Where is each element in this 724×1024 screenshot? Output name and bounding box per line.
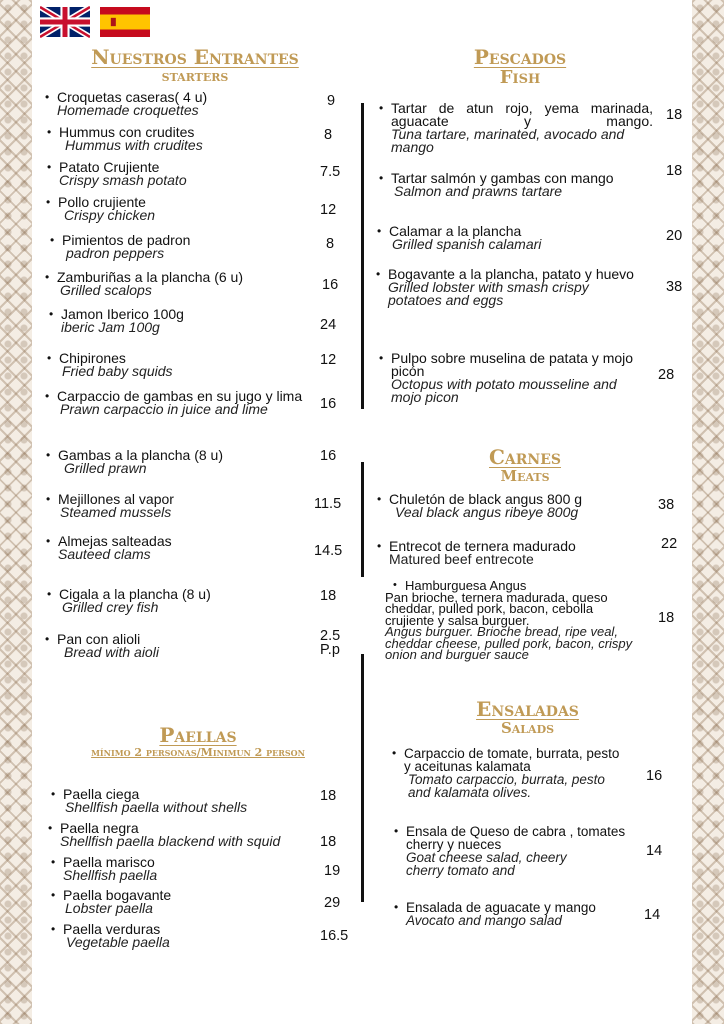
bullet-icon: • [48, 821, 53, 835]
starter-price: 8 [326, 236, 335, 252]
bullet-icon: • [47, 125, 52, 139]
bullet-icon: • [377, 224, 382, 238]
starter-price: 11.5 [314, 496, 342, 512]
salads-subtitle: Salads [500, 719, 555, 737]
starter-item: • Zamburiñas a la plancha (6 u) Grilled scalops [45, 269, 243, 298]
fish-price: 18 [666, 163, 683, 179]
salad-price: 14 [646, 843, 663, 859]
bullet-icon: • [47, 587, 52, 601]
salad-item: • Ensala de Queso de cabra , tomates cherry y nueces Goat cheese salad, cheery cherry tomato and [394, 824, 626, 878]
bullet-icon: • [51, 922, 56, 936]
starter-item: • Mejillones al vapor Steamed mussels [46, 491, 174, 520]
starter-item: • Hummus con crudites Hummus with crudites [47, 124, 203, 153]
divider-line-fish [361, 103, 364, 409]
bullet-icon: • [51, 787, 56, 801]
salad-item: • Carpaccio de tomate, burrata, pesto y aceitunas kalamata Tomato carpaccio, burrata, pesto and kalamata olives. [392, 746, 620, 800]
fish-price: 18 [666, 107, 683, 123]
bullet-icon: • [379, 101, 384, 115]
meat-item: • Hamburguesa Angus Pan brioche, ternera madurada, queso cheddar, pulled pork, bacon, cebolla crujiente y salsa burguer. Angus burguer. Brioche bread, ripe veal, cheddar cheese, pulled pork, bacon, crispy onion and burguer sauce [385, 578, 633, 662]
bullet-icon: • [46, 534, 51, 548]
starter-item: • Pimientos de padron padron peppers [50, 232, 191, 261]
bullet-icon: • [50, 233, 55, 247]
salad-price: 14 [644, 907, 661, 923]
starter-item: • Gambas a la plancha (8 u) Grilled prawn [46, 447, 223, 476]
bullet-icon: • [393, 579, 397, 591]
starters-heading [80, 46, 310, 85]
fish-price: 38 [666, 279, 683, 295]
bullet-icon: • [45, 90, 50, 104]
bullet-icon: • [46, 492, 51, 506]
paellas-title: Paellas [159, 723, 237, 747]
spain-flag-icon[interactable] [100, 6, 150, 38]
paella-item: • Paella bogavante Lobster paella [51, 887, 172, 916]
starter-price: 9 [327, 93, 336, 109]
starter-price: 24 [320, 317, 337, 333]
paellas-subtitle: mínimo 2 personas/Minimun 2 person [91, 746, 305, 759]
decorative-border-right [692, 0, 724, 1024]
uk-flag-icon[interactable] [40, 6, 90, 38]
starter-item: • Cigala a la plancha (8 u) Grilled crey fish [47, 586, 211, 615]
salads-heading [455, 698, 600, 737]
starter-item: • Pollo crujiente Crispy chicken [46, 194, 156, 223]
fish-price: 28 [658, 367, 675, 383]
divider-line-meats [361, 462, 364, 577]
meat-price: 22 [661, 536, 678, 552]
bullet-icon: • [377, 539, 382, 553]
meat-item: • Chuletón de black angus 800 g Veal black angus ribeye 800g [377, 491, 583, 520]
paella-item: • Paella verduras Vegetable paella [51, 921, 170, 950]
starter-price: 14.5 [314, 543, 343, 559]
starters-title: Nuestros Entrantes [91, 45, 299, 69]
starter-item: • Patato Crujiente Crispy smash potato [47, 159, 187, 188]
decorative-border-left [0, 0, 32, 1024]
paella-item: • Paella ciega Shellfish paella without shells [51, 786, 248, 815]
starter-item: • Carpaccio de gambas en su jugo y lima Prawn carpaccio in juice and lime [45, 388, 303, 417]
starter-price: 2.5 P.p [320, 628, 341, 658]
paella-price: 16.5 [320, 928, 349, 944]
bullet-icon: • [45, 270, 50, 284]
starter-item: • Croquetas caseras( 4 u) Homemade croquettes [45, 89, 208, 118]
bullet-icon: • [45, 632, 50, 646]
bullet-icon: • [51, 888, 56, 902]
fish-heading [440, 46, 600, 88]
bullet-icon: • [46, 448, 51, 462]
fish-item: • Tartar salmón y gambas con mango Salmon and prawns tartare [379, 170, 614, 199]
starter-item: • Pan con alioli Bread with aioli [45, 631, 159, 660]
salads-title: Ensaladas [476, 697, 579, 721]
bullet-icon: • [49, 307, 54, 321]
fish-item: • Pulpo sobre muselina de patata y mojo picón Octopus with potato mousseline and mojo picon [379, 350, 634, 405]
fish-item: • Bogavante a la plancha, patato y huevo Grilled lobster with smash crispy potatoes and eggs [376, 266, 634, 308]
starter-price: 8 [324, 127, 333, 143]
paella-item: • Paella negra Shellfish paella blackend with squid [48, 820, 281, 849]
paella-item: • Paella marisco Shellfish paella [51, 854, 158, 883]
starter-price: 12 [320, 352, 337, 368]
meats-title: Carnes [489, 445, 561, 469]
bullet-icon: • [392, 746, 397, 760]
starter-item: • Jamon Iberico 100g iberic Jam 100g [49, 306, 184, 335]
bullet-icon: • [394, 900, 399, 914]
starters-subtitle: starters [161, 67, 229, 85]
fish-price: 20 [666, 228, 683, 244]
starter-price: 16 [320, 448, 337, 464]
bullet-icon: • [377, 492, 382, 506]
divider-line-salads [361, 654, 364, 902]
fish-item: • Calamar a la plancha Grilled spanish calamari [377, 223, 542, 252]
paella-price: 18 [320, 788, 337, 804]
fish-title: Pescados [473, 45, 567, 69]
bullet-icon: • [379, 171, 384, 185]
fish-item: • Tartar de atun rojo, yema marinada, aguacate y mango. Tuna tartare, marinated, avocado and mango [379, 100, 653, 155]
paella-price: 29 [324, 895, 341, 911]
paellas-heading [58, 724, 338, 759]
starter-price: 16 [322, 277, 339, 293]
meat-item: • Entrecot de ternera madurado Matured beef entrecote [377, 538, 576, 567]
bullet-icon: • [47, 160, 52, 174]
salad-item: • Ensalada de aguacate y mango Avocato and mango salad [394, 900, 596, 928]
paella-price: 19 [324, 863, 341, 879]
bullet-icon: • [376, 267, 381, 281]
paella-price: 18 [320, 834, 337, 850]
meats-subtitle: Meats [500, 467, 550, 485]
starter-price: 18 [320, 588, 337, 604]
bullet-icon: • [45, 389, 50, 403]
starter-item: • Chipirones Fried baby squids [47, 350, 173, 379]
starter-price: 12 [320, 202, 337, 218]
starter-item: • Almejas salteadas Sauteed clams [46, 533, 172, 562]
bullet-icon: • [379, 351, 384, 365]
starter-price: 7.5 [320, 164, 341, 180]
salad-price: 16 [646, 768, 663, 784]
fish-subtitle: Fish [499, 67, 541, 88]
starter-price: 16 [320, 396, 337, 412]
bullet-icon: • [46, 195, 51, 209]
bullet-icon: • [394, 824, 399, 838]
meat-price: 38 [658, 497, 675, 513]
meats-heading [460, 446, 590, 485]
meat-price: 18 [658, 610, 675, 626]
bullet-icon: • [51, 855, 56, 869]
bullet-icon: • [47, 351, 52, 365]
